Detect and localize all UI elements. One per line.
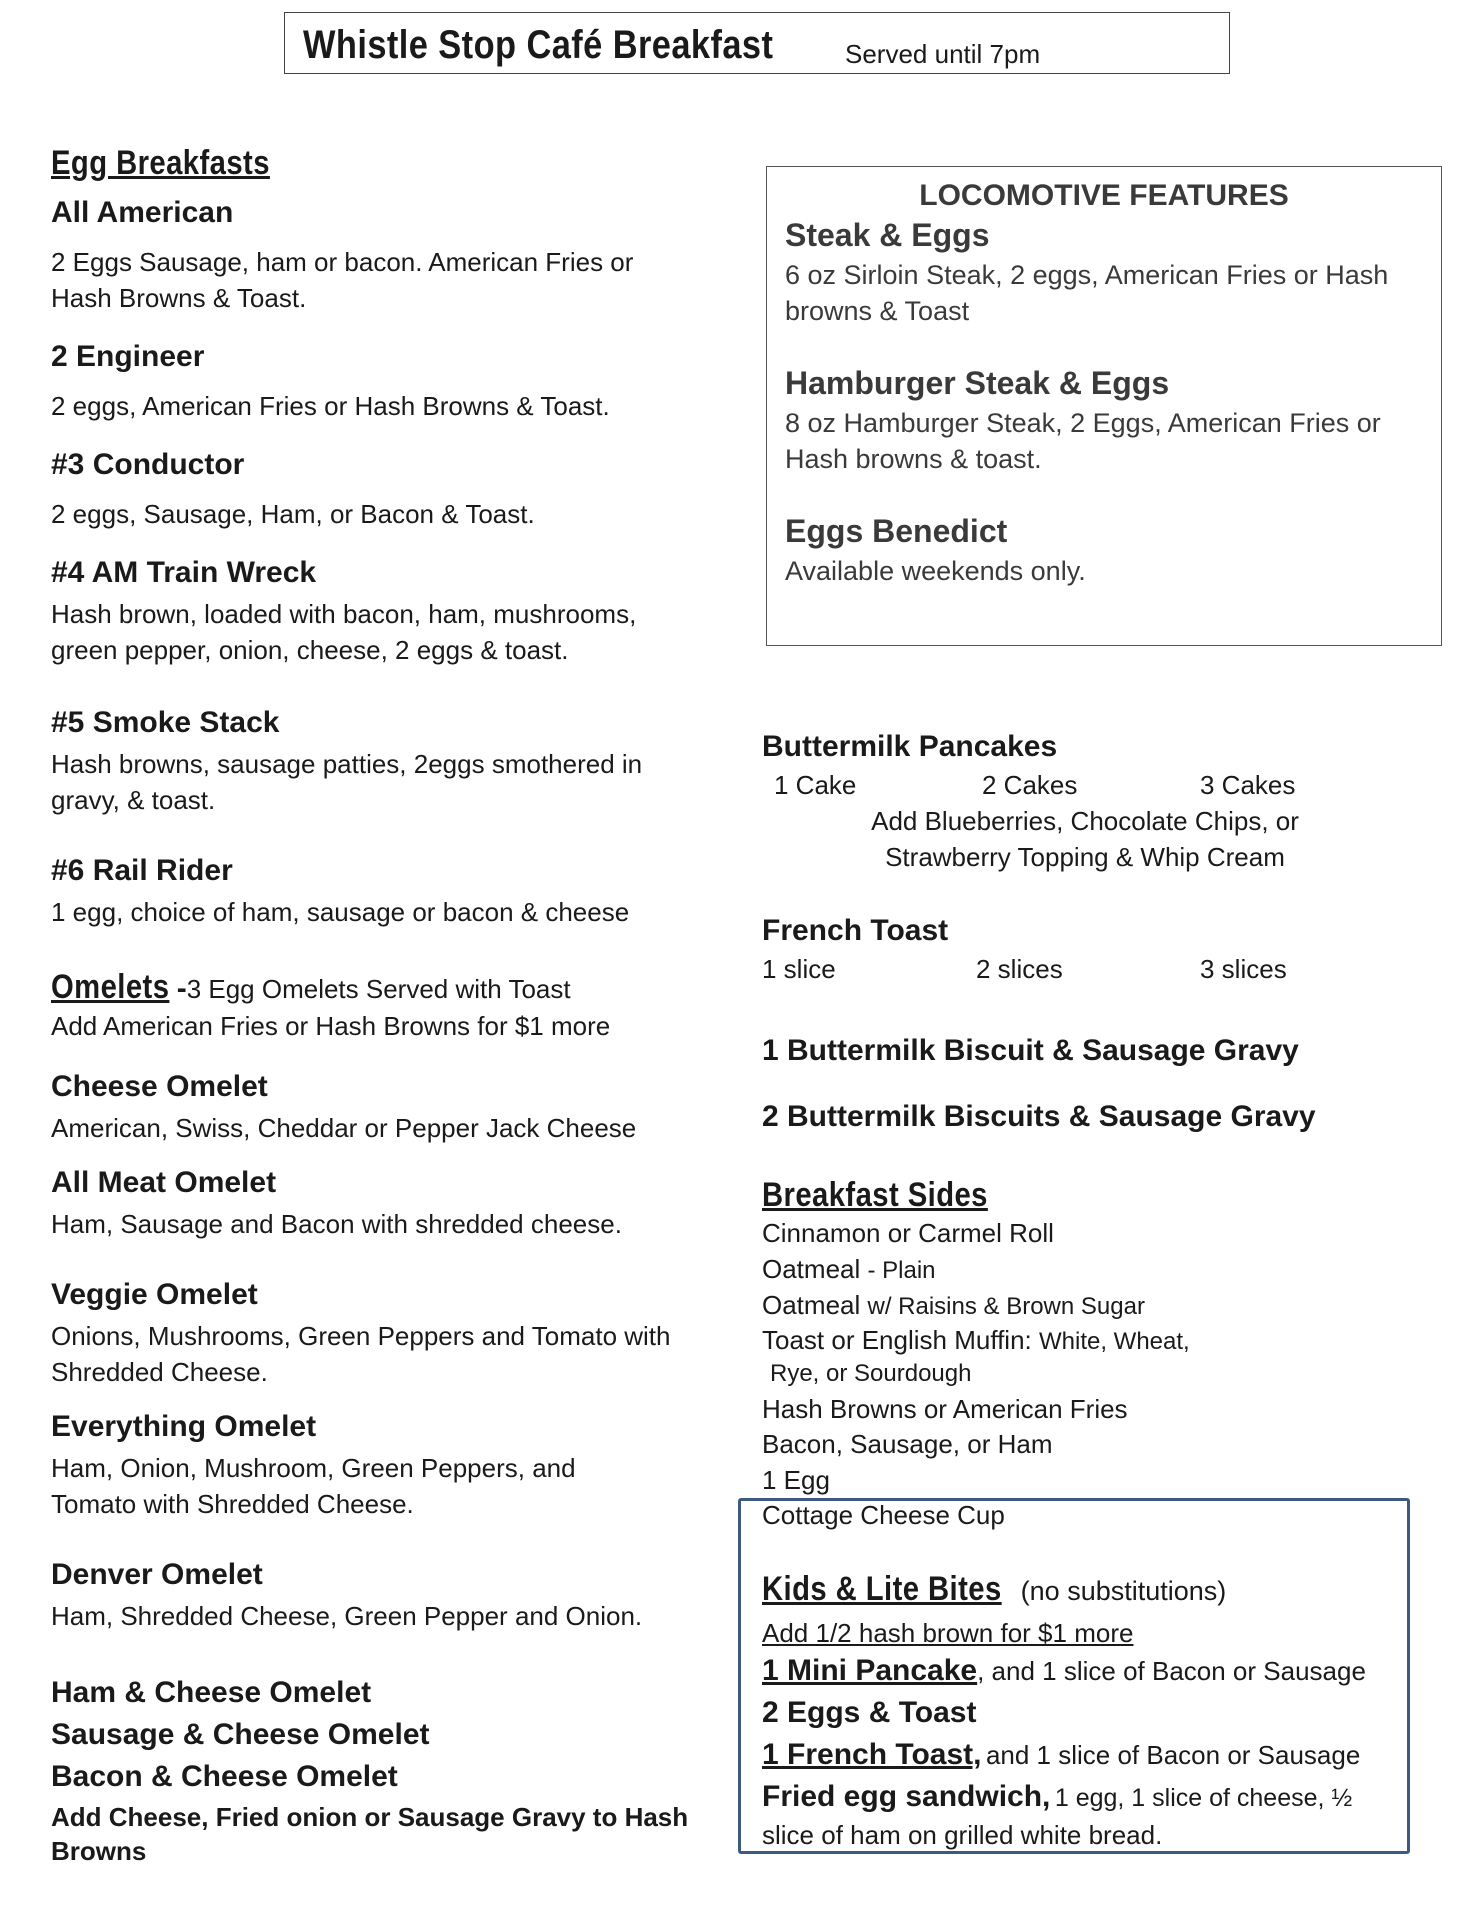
item-desc: Available weekends only. [785,556,1086,586]
omelets-dash: - [176,972,187,1005]
item-6-rail-rider: #6 Rail Rider [51,854,233,887]
side-item [762,1290,1145,1321]
menu-title: Whistle Stop Café Breakfast [303,23,774,67]
kids-item [762,1654,1366,1688]
pancake-option: 3 Cakes [1200,770,1296,800]
item-everything-omelet: Everything Omelet [51,1410,317,1443]
side-toast-choices: White, Wheat, [1039,1328,1190,1355]
item-2-biscuits-gravy: 2 Buttermilk Biscuits & Sausage Gravy [762,1100,1316,1133]
title-box [284,12,1230,74]
item-steak-eggs: Steak & Eggs [785,217,990,253]
omelets-addon: Add Cheese, Fried onion or Sausage Gravy to Hash Browns [51,1802,689,1866]
side-oatmeal: Oatmeal [762,1254,861,1284]
side-item: 1 Egg [762,1465,830,1495]
kids-addon: Add 1/2 hash brown for $1 more [762,1618,1134,1648]
item-ham-cheese-omelet: Ham & Cheese Omelet [51,1676,372,1709]
side-item: Cottage Cheese Cup [762,1500,1005,1530]
side-toast: Toast or English Muffin: [762,1325,1032,1355]
omelets-subtitle: 3 Egg Omelets Served with Toast [186,974,571,1004]
item-desc: Hash brown, loaded with bacon, ham, mushrooms, green pepper, onion, cheese, 2 eggs & toast. [51,599,637,665]
breakfast-sides-heading: Breakfast Sides [762,1176,988,1214]
item-4-am-train-wreck: #4 AM Train Wreck [51,556,317,589]
side-item: Bacon, Sausage, or Ham [762,1429,1053,1459]
item-1-biscuit-gravy: 1 Buttermilk Biscuit & Sausage Gravy [762,1034,1299,1067]
item-all-american: All American [51,196,234,229]
french-toast-option: 3 slices [1200,954,1287,984]
item-desc: Ham, Onion, Mushroom, Green Peppers, and Tomato with Shredded Cheese. [51,1453,576,1519]
item-hamburger-steak-eggs: Hamburger Steak & Eggs [785,365,1170,401]
omelets-header-row [51,968,571,1007]
side-item: Cinnamon or Carmel Roll [762,1218,1054,1248]
item-desc: Ham, Sausage and Bacon with shredded cheese. [51,1209,622,1239]
item-eggs-benedict: Eggs Benedict [785,513,1008,549]
kids-item-name: 1 French Toast, [762,1738,982,1771]
item-desc: 2 eggs, American Fries or Hash Browns & Toast. [51,391,610,421]
item-desc: 8 oz Hamburger Steak, 2 Eggs, American Fries or Hash browns & toast. [785,408,1381,474]
side-toast-choices: Rye, or Sourdough [770,1360,972,1387]
side-oatmeal: Oatmeal [762,1290,861,1320]
item-french-toast: French Toast [762,914,949,947]
side-item: Hash Browns or American Fries [762,1394,1128,1424]
item-desc: Hash browns, sausage patties, 2eggs smothered in gravy, & toast. [51,749,643,815]
item-bacon-cheese-omelet: Bacon & Cheese Omelet [51,1760,398,1793]
served-hours: Served until 7pm [845,39,1041,69]
kids-header-row [762,1570,1226,1609]
item-buttermilk-pancakes: Buttermilk Pancakes [762,730,1058,763]
kids-item-desc: , and 1 slice of Bacon or Sausage [977,1656,1366,1686]
kids-note: (no substitutions) [1020,1576,1227,1606]
kids-item [762,1780,1352,1814]
pancake-addon: Add Blueberries, Chocolate Chips, or [871,806,1299,836]
french-toast-option: 1 slice [762,954,836,984]
omelets-note: Add American Fries or Hash Browns for $1 more [51,1011,611,1041]
french-toast-option: 2 slices [976,954,1063,984]
omelets-heading: Omelets [51,968,170,1006]
side-oatmeal-variant: - Plain [867,1257,936,1284]
locomotive-features-box [766,166,1442,646]
item-sausage-cheese-omelet: Sausage & Cheese Omelet [51,1718,430,1751]
item-all-meat-omelet: All Meat Omelet [51,1166,277,1199]
side-item [762,1254,936,1285]
item-veggie-omelet: Veggie Omelet [51,1278,258,1311]
item-desc: Onions, Mushrooms, Green Peppers and Tomato with Shredded Cheese. [51,1321,671,1387]
kids-item-desc: slice of ham on grilled white bread. [762,1820,1163,1850]
side-oatmeal-variant: w/ Raisins & Brown Sugar [867,1293,1145,1320]
kids-item-name: Fried egg sandwich, [762,1780,1051,1813]
item-desc: 1 egg, choice of ham, sausage or bacon & cheese [51,897,630,927]
kids-heading: Kids & Lite Bites [762,1570,1002,1608]
egg-breakfasts-heading: Egg Breakfasts [51,144,270,182]
item-5-smoke-stack: #5 Smoke Stack [51,706,280,739]
item-desc: Ham, Shredded Cheese, Green Pepper and Onion. [51,1601,643,1631]
item-cheese-omelet: Cheese Omelet [51,1070,268,1103]
item-desc: American, Swiss, Cheddar or Pepper Jack Cheese [51,1113,637,1143]
kids-item [762,1738,1360,1772]
kids-item-name: 1 Mini Pancake [762,1654,978,1687]
item-3-conductor: #3 Conductor [51,448,245,481]
locomotive-title: LOCOMOTIVE FEATURES [919,179,1289,212]
kids-item-desc: 1 egg, 1 slice of cheese, ½ [1054,1784,1353,1812]
item-denver-omelet: Denver Omelet [51,1558,263,1591]
item-desc: 2 eggs, Sausage, Ham, or Bacon & Toast. [51,499,535,529]
side-item [762,1325,1190,1356]
pancake-option: 2 Cakes [982,770,1078,800]
pancake-option: 1 Cake [774,770,857,800]
item-2-engineer: 2 Engineer [51,340,205,373]
item-desc: 2 Eggs Sausage, ham or bacon. American Fries or Hash Browns & Toast. [51,247,634,313]
kids-item-2-eggs-toast: 2 Eggs & Toast [762,1696,977,1729]
kids-item-desc: and 1 slice of Bacon or Sausage [985,1740,1361,1770]
item-desc: 6 oz Sirloin Steak, 2 eggs, American Fries or Hash browns & Toast [785,260,1389,326]
pancake-addon: Strawberry Topping & Whip Cream [885,842,1285,872]
